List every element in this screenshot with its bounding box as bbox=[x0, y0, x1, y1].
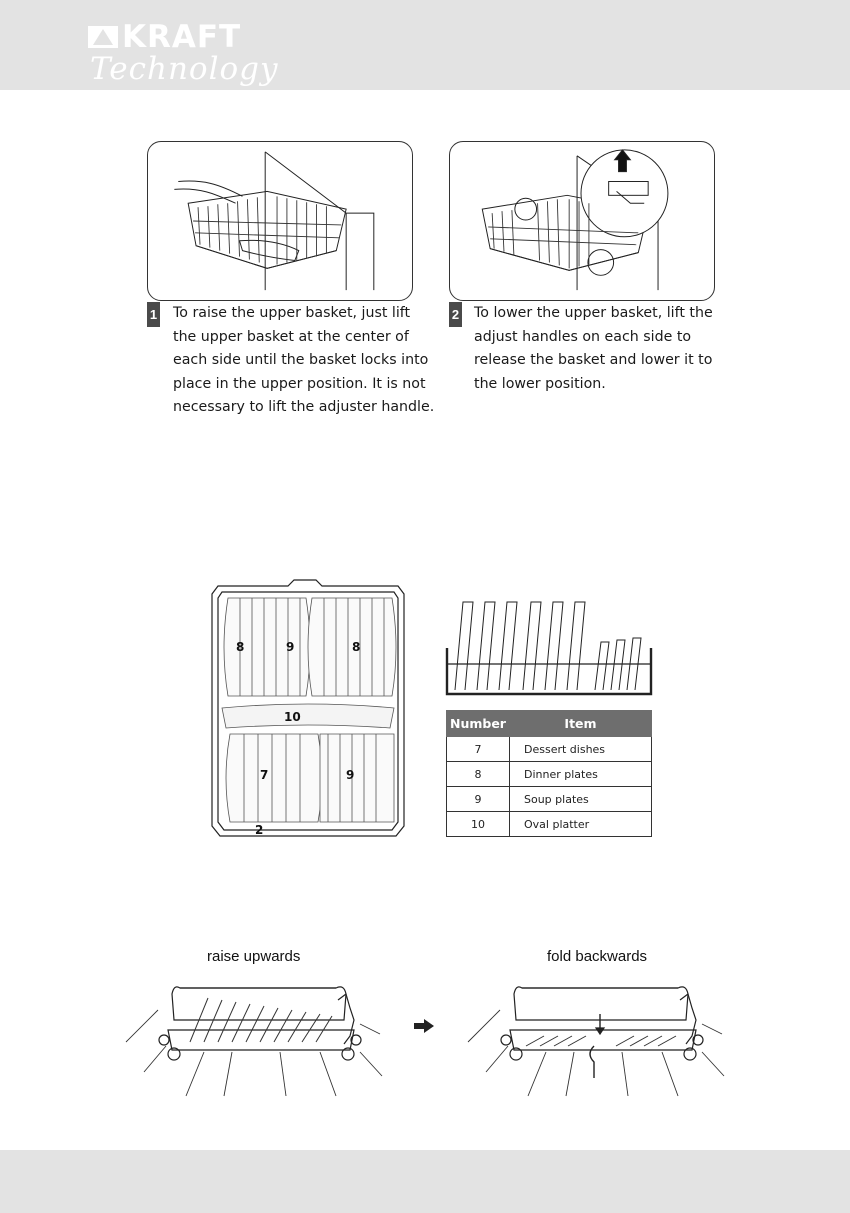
step2-line: To lower the upper basket, lift the bbox=[474, 305, 713, 321]
step2-instruction bbox=[474, 302, 713, 396]
table-cell-item: Oval platter bbox=[510, 812, 652, 837]
table-cell-number: 9 bbox=[447, 787, 510, 812]
logo-mark-icon bbox=[88, 26, 118, 48]
upper-rack-loading-diagram bbox=[208, 578, 408, 840]
fold-backwards-caption: fold backwards bbox=[547, 948, 648, 965]
raise-upwards-caption: raise upwards bbox=[207, 948, 301, 965]
raise-basket-illustration bbox=[148, 142, 412, 300]
step1-illustration bbox=[147, 141, 413, 301]
arrow-right-icon bbox=[414, 1019, 434, 1033]
table-header-number: Number bbox=[447, 711, 510, 737]
rack-label-dessert: 7 bbox=[260, 768, 269, 782]
step1-line: each side until the basket locks into bbox=[173, 352, 429, 368]
table-header-item: Item bbox=[510, 711, 652, 737]
step1-line: the upper basket at the center of bbox=[173, 328, 409, 345]
brand-tagline: Technology bbox=[90, 51, 279, 87]
table-cell-item: Dessert dishes bbox=[510, 737, 652, 762]
step1-line: necessary to lift the adjuster handle. bbox=[173, 399, 435, 415]
step2-line: adjust handles on each side to bbox=[474, 328, 692, 345]
tines-raised-diagram bbox=[124, 980, 386, 1100]
table-row bbox=[447, 787, 652, 812]
rack-label-platter: 10 bbox=[284, 710, 301, 724]
lower-basket-illustration bbox=[450, 142, 714, 300]
rack-label-soup-bottom: 9 bbox=[346, 768, 355, 782]
table-header-row bbox=[447, 711, 652, 737]
table-row bbox=[447, 737, 652, 762]
rack-label-soup-top: 9 bbox=[286, 640, 295, 654]
rack-side-view-diagram bbox=[443, 598, 655, 698]
step1-line: To raise the upper basket, just lift bbox=[173, 305, 411, 321]
step2-illustration bbox=[449, 141, 715, 301]
table-cell-item: Soup plates bbox=[510, 787, 652, 812]
step1-badge: 1 bbox=[147, 302, 160, 327]
rack-label-dinner-left: 8 bbox=[236, 640, 245, 654]
table-row bbox=[447, 812, 652, 837]
table-cell-number: 8 bbox=[447, 762, 510, 787]
table-cell-number: 10 bbox=[447, 812, 510, 837]
step2-badge: 2 bbox=[449, 302, 462, 327]
step2-line: the lower position. bbox=[474, 375, 606, 392]
table-row bbox=[447, 762, 652, 787]
step1-line: place in the upper position. It is not bbox=[173, 375, 426, 392]
rack-items-table bbox=[446, 710, 652, 837]
brand-logo bbox=[88, 19, 293, 90]
table-cell-item: Dinner plates bbox=[510, 762, 652, 787]
brand-name: KRAFT bbox=[122, 19, 242, 55]
footer-band bbox=[0, 1150, 850, 1213]
step1-instruction bbox=[173, 302, 434, 420]
tines-folded-diagram bbox=[466, 980, 728, 1100]
rack-label-dinner-right: 8 bbox=[352, 640, 361, 654]
step2-line: release the basket and lower it to bbox=[474, 352, 713, 368]
table-cell-number: 7 bbox=[447, 737, 510, 762]
rack-label-bottom: 2 bbox=[255, 823, 264, 837]
